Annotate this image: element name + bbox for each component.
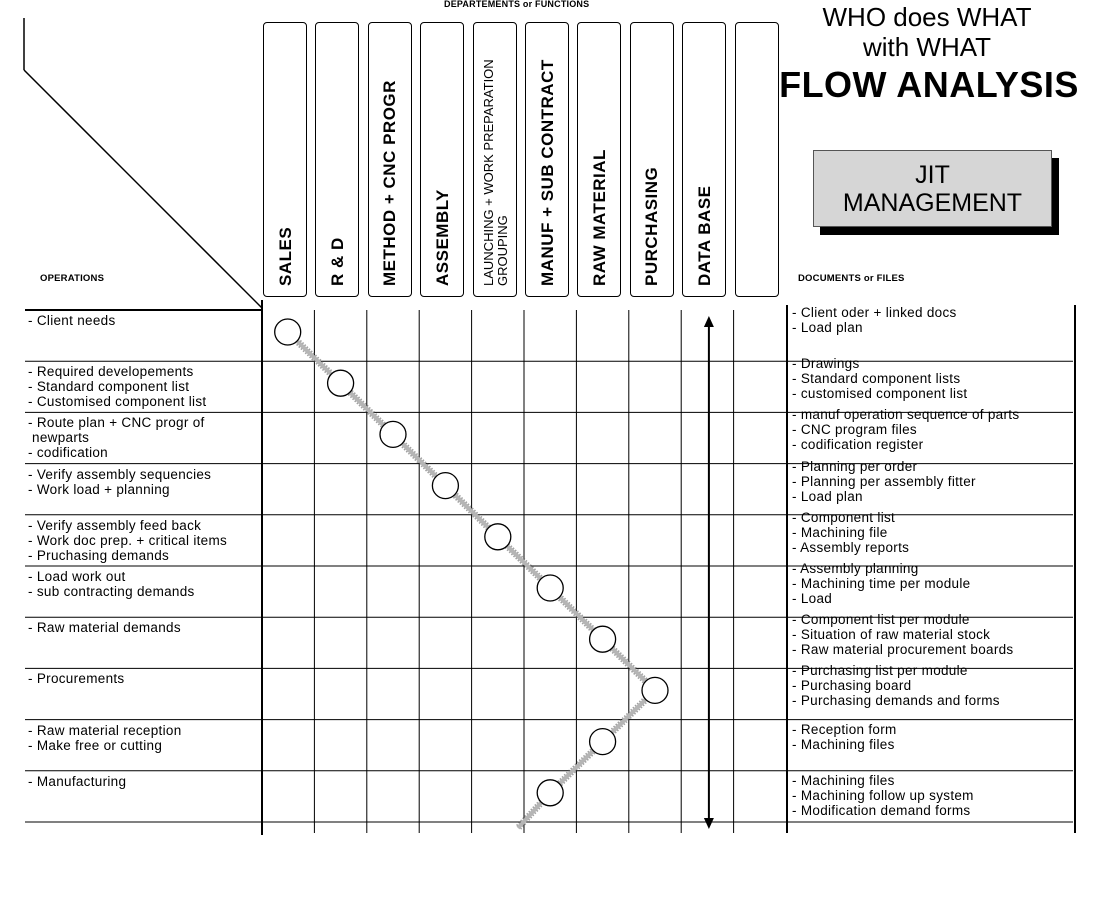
department-column-header — [420, 22, 464, 297]
department-label: SALES — [275, 226, 295, 286]
management-label: MANAGEMENT — [842, 188, 1023, 217]
database-arrow — [704, 316, 714, 829]
department-column-header — [525, 22, 569, 297]
document-text: - Reception form - Machining files — [792, 721, 897, 752]
department-column-header — [263, 22, 307, 297]
operation-text: - Raw material demands — [28, 620, 181, 636]
arrow-head-up — [704, 316, 714, 327]
document-text: - Machining files - Machining follow up system - Modification demand forms — [792, 772, 974, 818]
arrow-head-down — [704, 818, 714, 829]
flow-node — [642, 677, 668, 703]
department-label: PURCHASING — [642, 166, 662, 286]
department-column-header — [368, 22, 412, 297]
department-label: RAW MATERIAL — [589, 149, 609, 286]
flow-node — [537, 780, 563, 806]
document-text: - Client oder + linked docs - Load plan — [792, 305, 957, 335]
department-label: ASSEMBLY — [432, 189, 452, 286]
operation-text: - Load work out - sub contracting demands — [28, 569, 195, 599]
title-with-what: with WHAT — [862, 32, 992, 62]
operation-text: - Verify assembly sequencies - Work load + planning — [28, 466, 212, 497]
department-column-header — [630, 22, 674, 297]
departments-header: DEPARTEMENTS or FUNCTIONS — [444, 0, 590, 9]
flow-node — [432, 473, 458, 499]
operation-text: - Verify assembly feed back - Work doc prep. + critical items - Pruchasing demands — [28, 517, 228, 563]
operation-text: - Required developements - Standard component list - Customised component list — [28, 364, 207, 410]
department-column-header — [473, 22, 517, 297]
flow-node — [328, 370, 354, 396]
jit-label: JIT — [915, 160, 950, 189]
documents-header: DOCUMENTS or FILES — [798, 273, 905, 284]
operation-text: - Route plan + CNC progr of newparts - codification — [28, 415, 205, 461]
operation-text: - Client needs — [28, 313, 116, 328]
operation-text: - Manufacturing — [28, 773, 127, 789]
department-label: DATA BASE — [694, 185, 714, 286]
department-column-header — [735, 22, 779, 297]
department-column-header — [682, 22, 726, 297]
department-column-header — [315, 22, 359, 297]
department-label: METHOD + CNC PROGR — [380, 80, 400, 286]
document-text: - Purchasing list per module - Purchasing board - Purchasing demands and forms — [792, 663, 1000, 709]
document-text: - Assembly planning - Machining time per module - Load — [792, 561, 971, 606]
flow-node — [275, 319, 301, 345]
document-text: - Drawings - Standard component lists - customised component list — [792, 356, 968, 402]
department-label: LAUNCHING + WORK PREPARATION GROUPING — [480, 59, 510, 286]
department-column-header — [577, 22, 621, 297]
document-text: - manuf operation sequence of parts - CNC program files - codification register — [792, 407, 1020, 453]
operation-text: - Raw material reception - Make free or cutting — [28, 722, 182, 753]
flow-node — [537, 575, 563, 601]
department-label: R & D — [327, 237, 347, 286]
flow-node — [590, 626, 616, 652]
flow-node — [380, 421, 406, 447]
document-text: - Component list per module - Situation of raw material stock - Raw material procurement boards — [792, 612, 1014, 658]
operations-header: OPERATIONS — [40, 273, 105, 284]
frame-diagonal — [24, 70, 262, 308]
operation-text: - Procurements — [28, 671, 125, 687]
title-flow-analysis: FLOW ANALYSIS — [779, 64, 1079, 105]
document-text: - Planning per order - Planning per assembly fitter - Load plan — [792, 458, 976, 504]
title-who-does-what: WHO does WHAT — [822, 2, 1032, 32]
document-text: - Component list - Machining file - Assembly reports — [792, 509, 910, 555]
department-label: MANUF + SUB CONTRACT — [537, 59, 557, 286]
flow-node — [590, 729, 616, 755]
flow-node — [485, 524, 511, 550]
